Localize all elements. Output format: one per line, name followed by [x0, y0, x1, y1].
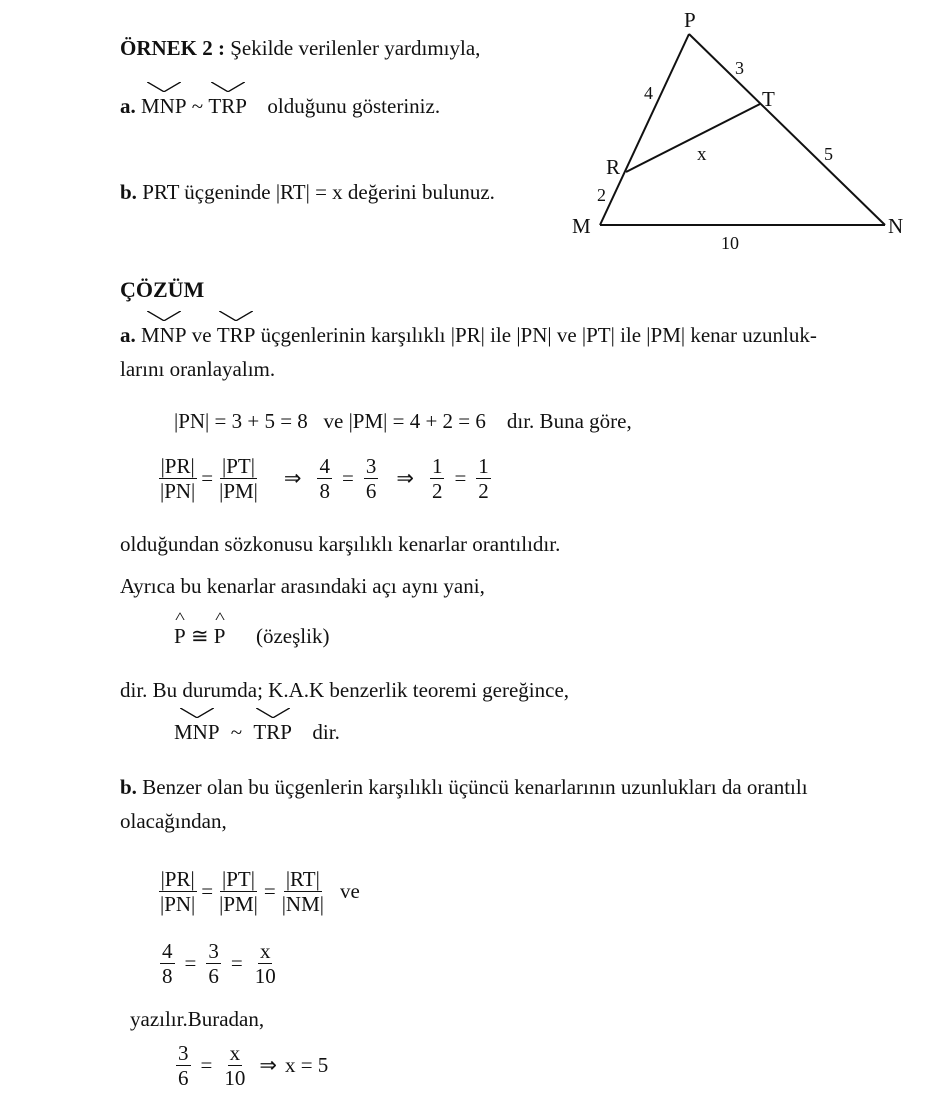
side-rt — [626, 104, 760, 172]
solution-b-label: b. — [120, 775, 137, 799]
ratio-equation-3: $\frac{4}{8}$ = $\frac{3}{6}$ = $\frac{x}{10}$ — [162, 939, 276, 989]
label-rt: x — [697, 144, 707, 165]
final-result: x = 5 — [284, 1053, 329, 1078]
solution-a-label: a. — [120, 323, 136, 347]
result-similar-symbol: ~ — [230, 720, 243, 744]
triangle-trp: TRP — [208, 94, 247, 118]
solution-triangle-mnp: MNP — [141, 323, 187, 347]
solution-triangle-trp: TRP — [216, 323, 256, 347]
result-dir: dir. — [312, 720, 340, 744]
question-b-label: b. — [120, 180, 137, 204]
vertex-m: M — [572, 214, 591, 238]
kak-line: dir. Bu durumda; K.A.K benzerlik teoremi gereğince, — [120, 678, 570, 702]
label-tn: 5 — [824, 144, 833, 164]
fraction3-3-6: $\frac{3}{6}$ — [208, 939, 219, 989]
fraction3-4-8: $\frac{4}{8}$ — [162, 939, 173, 989]
solution-heading: ÇÖZÜM — [120, 277, 205, 302]
angle-p-2: ^ P — [214, 624, 226, 649]
label-mn: 10 — [721, 233, 739, 253]
example-title-rest: Şekilde verilenler yardımıyla, — [225, 36, 481, 60]
solution-a-line2: larını oranlayalım. — [120, 357, 276, 381]
fraction-pr-pn: $\frac{|PR|}{|PN|}$ — [160, 454, 196, 504]
congruent-symbol: ≅ — [190, 624, 209, 648]
conclusion-1: olduğundan sözkonusu karşılıklı kenarlar orantılıdır. — [120, 532, 561, 556]
example-title — [120, 36, 480, 61]
fraction4-x-10: $\frac{x}{10}$ — [224, 1041, 246, 1091]
yazilir-line: yazılır.Buradan, — [130, 1007, 265, 1031]
fraction-1-2-a: $\frac{1}{2}$ — [431, 454, 443, 504]
solution-a-ve: ve — [186, 323, 217, 347]
similarity-result — [174, 720, 340, 745]
angle-intro: Ayrıca bu kenarlar arasındaki açı aynı yani, — [120, 574, 485, 598]
ratio-equation-2: $\frac{|PR|}{|PN|}$ = $\frac{|PT|}{|PM|}$ = $\frac{|RT|}{|NM|}$ ve — [160, 867, 360, 917]
triangle-mnp: MNP — [141, 94, 187, 118]
fraction-1-2-b: $\frac{1}{2}$ — [478, 454, 489, 504]
question-b-text: PRT üçgeninde |RT| = x değerini bulunuz. — [142, 180, 495, 204]
fraction2-pr-pn: $\frac{|PR|}{|PN|}$ — [160, 867, 196, 917]
side-pn — [689, 34, 885, 225]
fraction4-3-6: $\frac{3}{6}$ — [178, 1041, 189, 1091]
solution-b-line1 — [120, 775, 808, 800]
question-a — [120, 94, 440, 119]
vertex-n: N — [888, 214, 904, 238]
label-pt: 3 — [735, 58, 744, 78]
solution-a-text: üçgenlerinin karşılıklı |PR| ile |PN| ve |PT| ile |PM| kenar uzunluk- — [255, 323, 817, 347]
angle-p-1: ^ P — [174, 624, 186, 649]
vertex-t: T — [762, 87, 775, 111]
fraction-4-8: $\frac{4}{8}$ — [319, 454, 330, 504]
question-b — [120, 180, 495, 205]
fraction3-x-10: $\frac{x}{10}$ — [254, 939, 276, 989]
label-pr: 4 — [644, 83, 653, 103]
similar-symbol: ~ — [191, 94, 204, 118]
vertex-p: P — [684, 8, 696, 32]
fraction-pt-pm: $\frac{|PT|}{|PM|}$ — [219, 454, 258, 504]
fraction2-rt-nm: $\frac{|RT|}{|NM|}$ — [281, 867, 324, 917]
angle-note: (özeşlik) — [255, 624, 330, 648]
angle-congruence — [174, 624, 329, 649]
fraction-3-6: $\frac{3}{6}$ — [365, 454, 377, 504]
side-pm — [600, 34, 689, 225]
ratio-equation-1: $\frac{|PR|}{|PN|}$ = $\frac{|PT|}{|PM|}$ ⇒ $\frac{4}{8}$ = $\frac{3}{6}$ ⇒ $\frac{1}{2}$ = $\frac{1}{2}$ — [160, 454, 489, 504]
result-triangle-mnp: MNP — [174, 720, 220, 744]
solution-a-line1 — [120, 323, 817, 348]
question-a-text: olduğunu gösteriniz. — [267, 94, 441, 118]
label-rm: 2 — [597, 185, 606, 205]
solution-b-text: Benzer olan bu üçgenlerin karşılıklı üçüncü kenarlarının uzunlukları da orantılı — [136, 775, 808, 799]
fraction2-pt-pm: $\frac{|PT|}{|PM|}$ — [219, 867, 258, 917]
example-title-bold: ÖRNEK 2 : — [120, 36, 225, 60]
vertex-r: R — [606, 155, 621, 179]
triangle-figure — [560, 0, 940, 260]
final-equation: $\frac{3}{6}$ = $\frac{x}{10}$ ⇒ x = 5 — [178, 1041, 329, 1091]
result-triangle-trp: TRP — [253, 720, 292, 744]
solution-b-line2: olacağından, — [120, 809, 227, 833]
sum-line: |PN| = 3 + 5 = 8 ve |PM| = 4 + 2 = 6 dır. Buna göre, — [174, 409, 632, 433]
question-a-label: a. — [120, 94, 136, 118]
